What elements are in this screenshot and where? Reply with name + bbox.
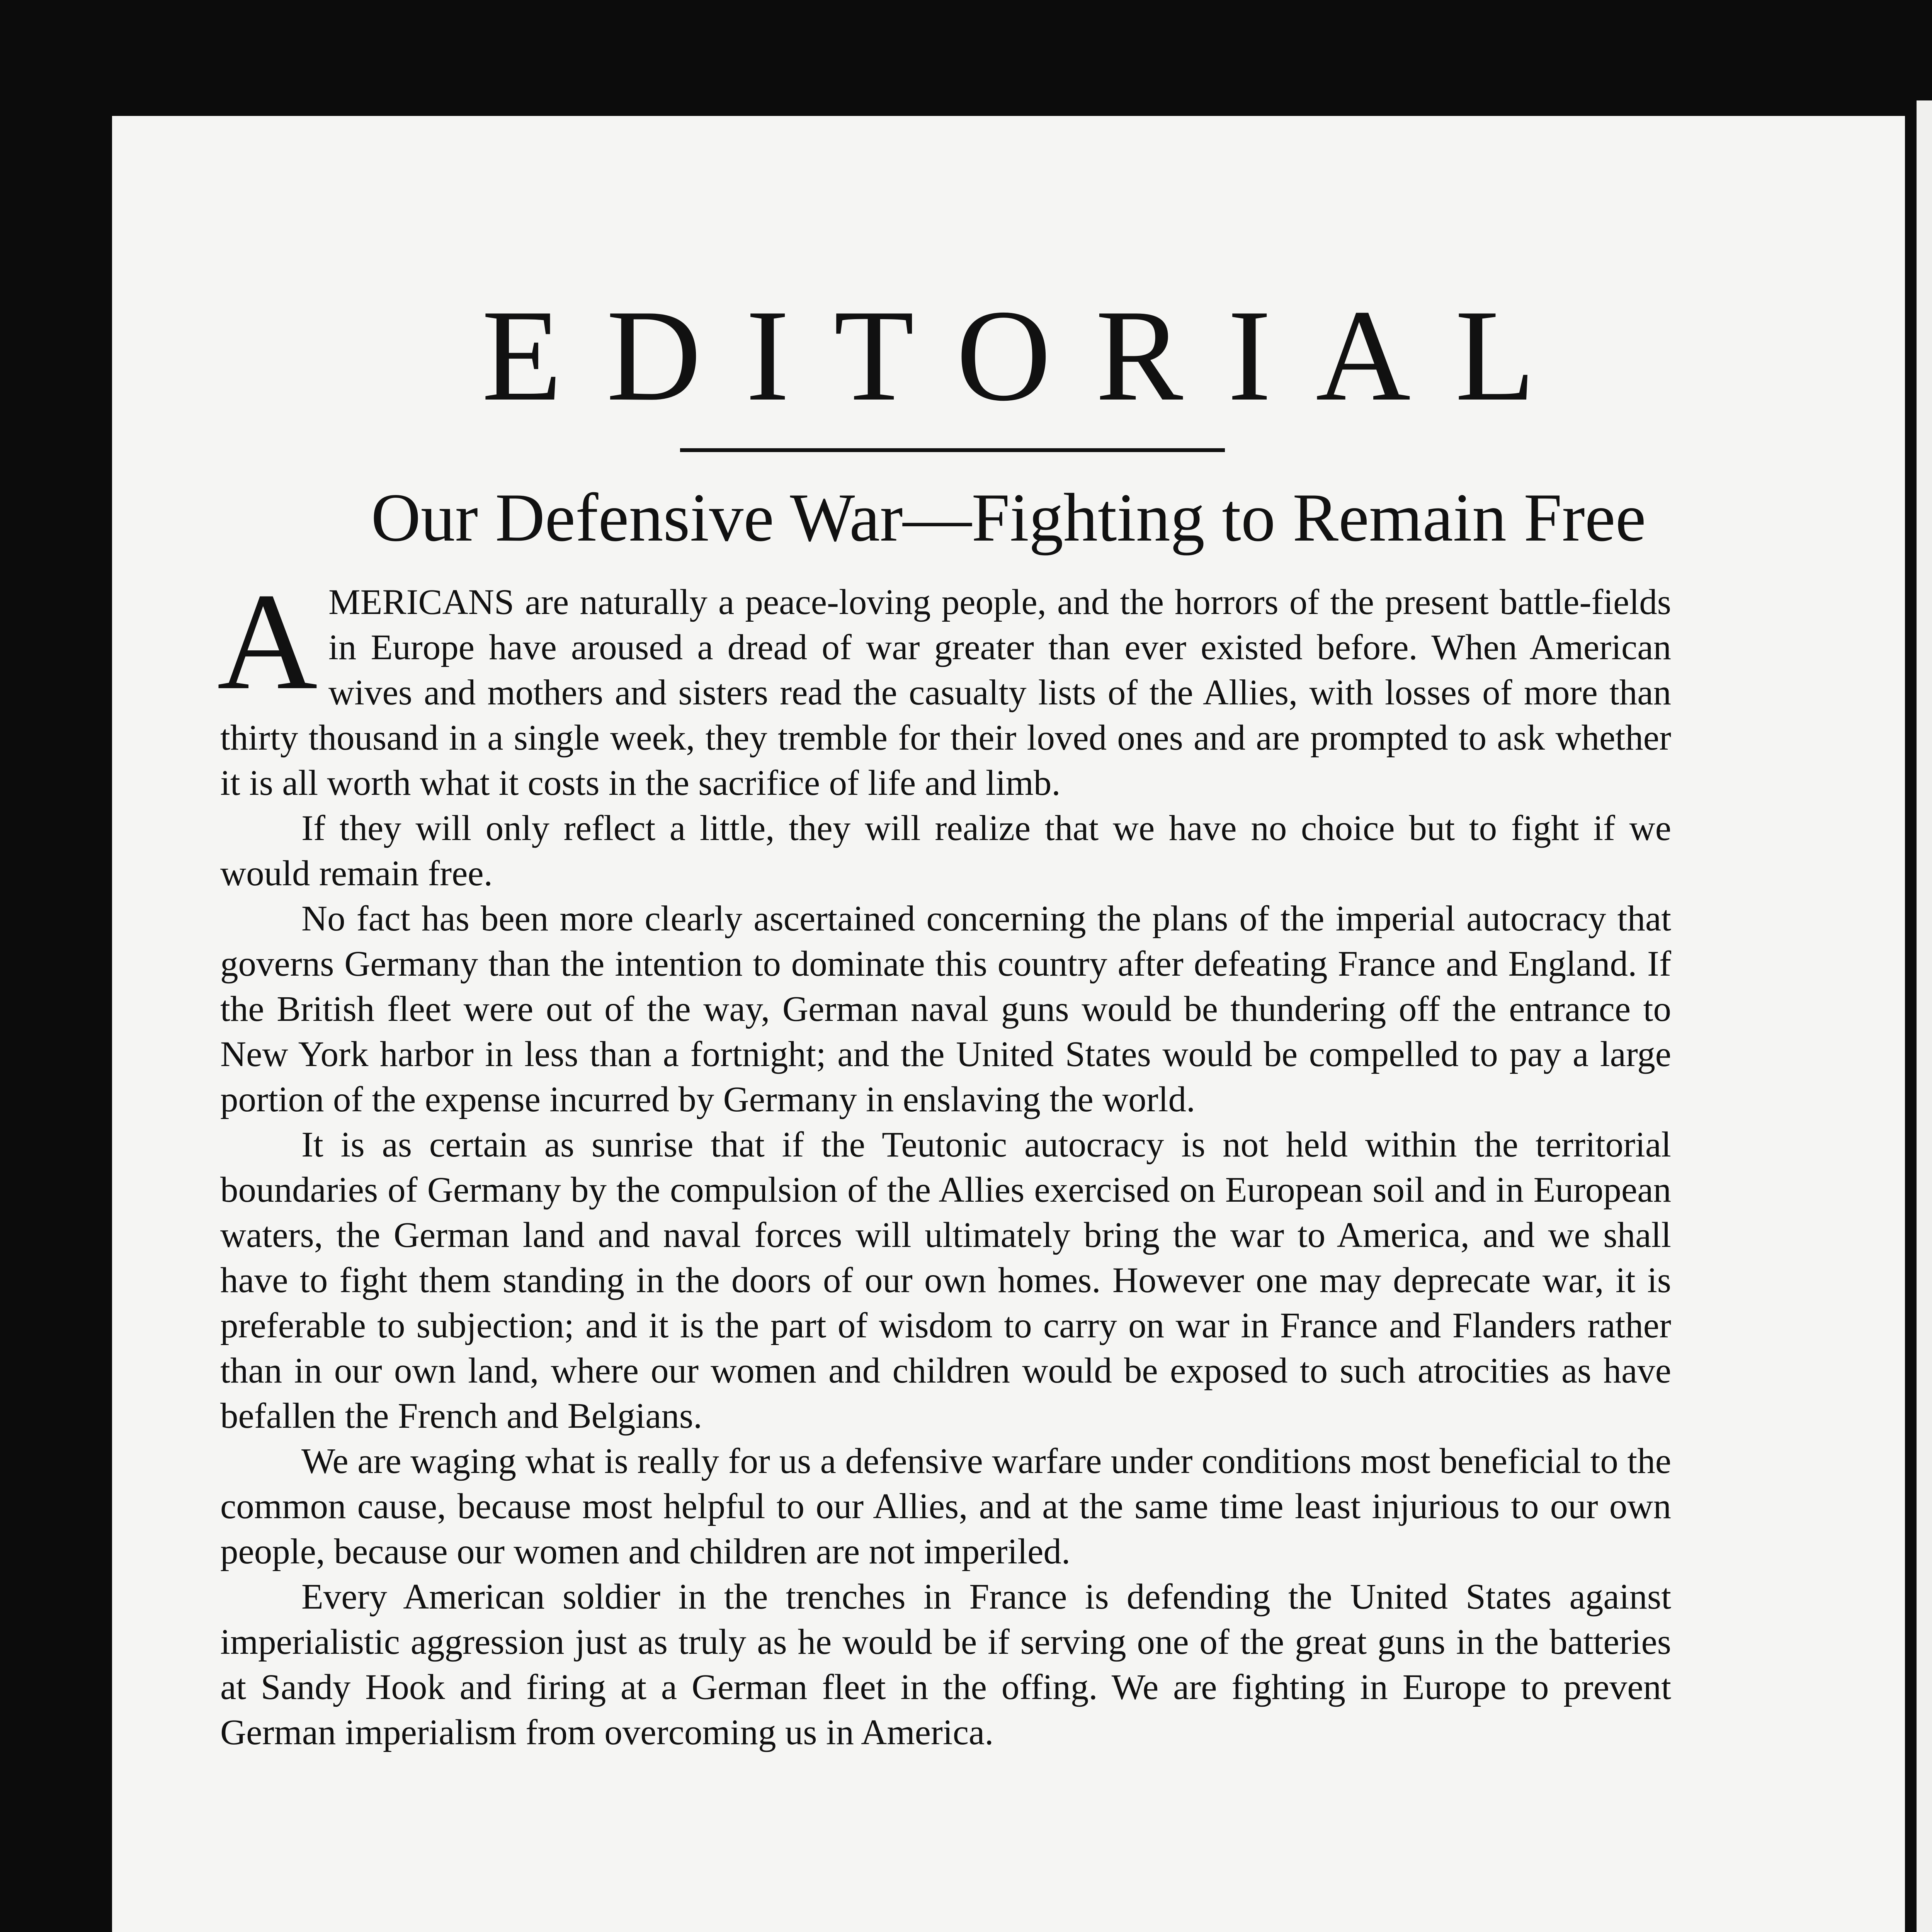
article1-paragraph: No fact has been more clearly ascertained concerning the plans of the imperial autocracy that governs Germany than the intention to dominate this country after defeating France and England. If the British fleet were out of the way, German naval guns would be thundering off the entrance to New York harbor in less than a fortnight; and the United States would be compelled to pay a large portion of the expense incurred by Germany in enslaving the world. — [220, 899, 1671, 1119]
article1-title: Our Defensive War—Fighting to Remain Free — [371, 479, 1646, 556]
article1-paragraph — [217, 564, 1671, 806]
editorial-masthead: EDITORIAL — [481, 282, 1580, 428]
article1-paragraph: Every American soldier in the trenches in France is defending the United States against imperialistic aggression just as truly as he would be if serving one of the great guns in the batteries at Sandy Hook and firing at a German fleet in the offing. We are fighting in Europe to prevent German imperialism from overcoming us in America. — [220, 1577, 1671, 1752]
article1-paragraph: We are waging what is really for us a defensive warfare under conditions most beneficial to the common cause, because most helpful to our Allies, and at the same time least injurious to our own people, because our women and children are not imperiled. — [220, 1441, 1671, 1571]
adjacent-page-edge — [1917, 100, 1932, 1932]
article1-paragraph: If they will only reflect a little, they will realize that we have no choice but to fight if we would remain free. — [220, 808, 1671, 893]
article1-dropcap: A — [217, 564, 318, 718]
article1-first-text: MERICANS are naturally a peace-loving people, and the horrors of the present battle-fields in Europe have aroused a dread of war greater than ever existed before. When American wives and mothers and sisters read the casualty lists of the Allies, with losses of more than thirty thousand in a single week, they tremble for their loved ones and are prompted to ask whether it is all worth what it costs in the sacrifice of life and limb. — [220, 582, 1671, 803]
article1-body — [217, 564, 1671, 1755]
article1-paragraph: It is as certain as sunrise that if the Teutonic autocracy is not held within the territorial boundaries of Germany by the compulsion of the Allies exercised on European soil and in European waters, the German land and naval forces will ultimately bring the war to America, and we shall have to fight them standing in the doors of our own homes. However one may deprecate war, it is preferable to subjection; and it is the part of wisdom to carry on war in France and Flanders rather than in our own land, where our women and children would be exposed to such atrocities as have befallen the French and Belgians. — [220, 1125, 1671, 1436]
magazine-page — [112, 116, 1905, 1932]
title-rule — [680, 448, 1225, 452]
